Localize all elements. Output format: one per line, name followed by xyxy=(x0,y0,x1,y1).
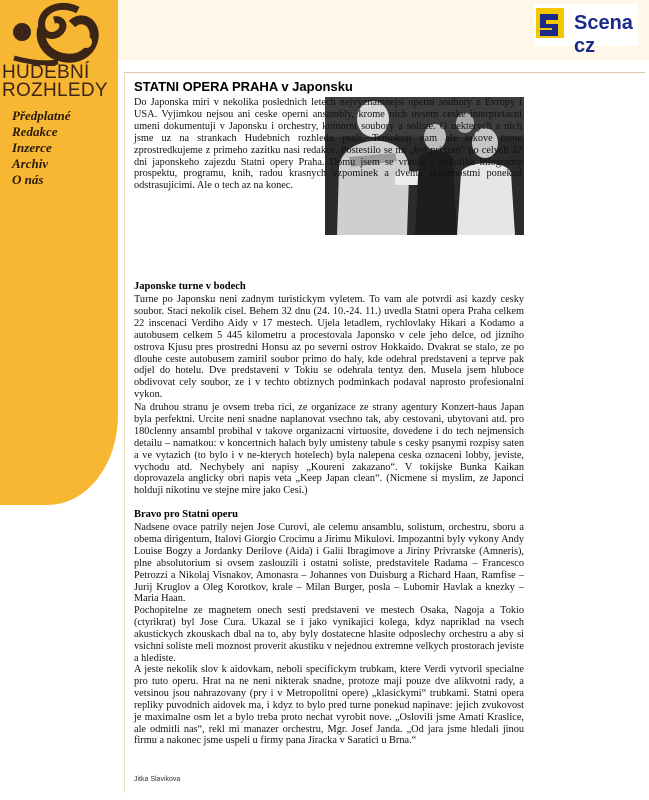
site-logo[interactable] xyxy=(2,64,120,100)
section-heading-1: Japonske turne v bodech xyxy=(134,281,246,292)
section1-paragraph-1: Turne po Japonsku neni zadnym turistickym vyletem. To vam ale potvrdi asi kazdy cesky soubor. Staci nekolik cisel. Behem 32 dnu (24. 10.-24. 11.) uvedla Statni opera Praha celkem 22 inscenaci Verdiho Aidy v 17 mestech. Ujela letadlem, rychlovlaky Hikari a Kodamo a autobusem celkem 5 445 kilometru a procestovala Japonsko v cele jeho delce, od jizniho ostrova Kjusu pres prostredni Honsu az po severni ostrov Hokkaido. Dvakrat se stalo, ze po dlouhe ceste autobusem zamiril soubor primo do haly, kde odehral predstaveni a teprve pak odjel do hotelu. Dve predstaveni v Tokiu se odehrala tentyz den. Musela jsem hluboce obdivovat cely soubor, ze i v techto obtiznych podminkach podaval naprosto profesionalni vykon. xyxy=(134,294,524,401)
article-title: STATNI OPERA PRAHA v Japonsku xyxy=(134,79,353,94)
article-intro-text: Do Japonska miri v nekolika poslednich letech nejvyznamnejsi operni soubory z Evropy i USA. Vyjimkou nejsou ani ceske operni ansambly, krome nich ovsem ceske interpretacni umeni dokumentuji v Japonsku i orchestry, komorni soubory a soliste. O nekterych z nich jsme uz na strankach Hudebnich rozhledu psali. Tentokrat vam ale takove turne zprostredkujeme z primeho zazitku nasi redakce. Postestilo se mi „byt pri tom“ po celych 32 dni japonskeho zajezdu Statni opery Praha. Domu jsem se vratila s nekolika kilogramy prospektu, programu, knih, radou krasnych vzpominek a dvema zkusenostmi ponekud odstrasujicimi. Ale o tech az na konec. xyxy=(134,97,522,192)
nav-item-o-nas[interactable]: O nás xyxy=(12,172,44,187)
section2-paragraph-3: A jeste nekolik slov k aidovkam, neboli specifickym trubkam, ktere Verdi vytvoril specialne pro tuto operu. Hrat na ne neni nikterak snadne, protoze maji pouze dve alikvotni rady, a vetsinou jsou nahrazovany (pry i v Metropolitni opere) „klasickymi“ trubkami. Statni opera repliky puvodnich aidovek ma, i kdyz to bylo pred turne ponekud napinave: jejich zvukovost je maximalne osm let a bylo treba proto nechat vyrobit nove. „Oslovili jsme Amati Kraslice, ale odmitli nas“, rekl mi manazer orchestru, Mgr. Josef Janda. „Od jara jsme hledali jinou firmu a nakonec jsme uspeli u firmy pana Jiracka v Saratici u Brna.“ xyxy=(134,664,524,747)
nav-item-archiv[interactable]: Archiv xyxy=(12,156,49,171)
nav-item-predplatne[interactable]: Předplatné xyxy=(12,108,71,123)
section2-paragraph-2: Pochopitelne ze magnetem onech sesti predstaveni ve mestech Osaka, Nagoja a Tokio (ctyrikrat) byl Jose Cura. Ukazal se i jako vynikajici kolega, kdyz napriklad na vsech akustickych zkouskach dbal na to, aby byly dostatecne hlasite odposlechy orchestru a aby si vsichni soliste meli moznost proverit akustiku v nejednou extremne velkych prostorach jeviste a hlediste. xyxy=(134,605,524,664)
article-author: Jitka Slavikova xyxy=(134,776,181,783)
section1-paragraph-2: Na druhou stranu je ovsem treba rici, ze organizace ze strany agentury Konzert-haus Japan byla perfektni. Urcite neni snadne naplanovat vsechno tak, aby cestovani, ubytovani atd. pro 180clenny ansambl probihal v takove organizacni virtuosite, dovedene i do tech nejmensich detailu – namatkou: v koncertnich halach byly umisteny tabule s cesky psanymi rozpisy saten a ve vytazich (to bylo i v ne-kterych hotelech) byla nalepena ceska oznaceni lobby, jeviste, vychodu atd. Nechybely ani napisy „Koureni zakazano“. V tokijske Bunka Kaikan doprovazela anglicky obri napis veta „Keep Japan clean“. (Nicmene si myslim, ze Japonci holduji nikotinu ve stejne mire jako Cesi.) xyxy=(134,402,524,497)
logo-line-2: ROZHLEDY xyxy=(2,80,108,101)
sidebar-nav xyxy=(12,108,112,188)
nav-item-inzerce[interactable]: Inzerce xyxy=(12,140,52,155)
article-intro xyxy=(134,97,522,267)
partner-logo-text[interactable]: Scena cz xyxy=(574,12,633,57)
section-heading-2: Bravo pro Statni operu xyxy=(134,509,238,520)
nav-item-redakce[interactable]: Redakce xyxy=(12,124,58,139)
treble-clef-icon xyxy=(8,2,104,68)
section2-paragraph-1: Nadsene ovace patrily nejen Jose Curovi, ale celemu ansamblu, solistum, orchestru, sboru a obema dirigentum, Italovi Giorgio Crocimu a Jirimu Mikulovi. Impozantni byly vykony Andy Louise Bogzy a Jordanky Derilove (Aida) i Galii Ibragimove a Jiriny Privratske (Amneris), plne absolutorium si ovsem zaslouzili i ostatni soliste, predstavitele Radama – Francesco Petrozzi a Nikolaj Visnakov, Amonasra – Johannes von Duisburg a Richard Haan, Ramfise – Jurij Kruglov a Oleg Korotkov, krale – Milan Burger, posla – Lubomir Havlak a knezky – Maria Haan. xyxy=(134,522,524,605)
logo-line-1: HUDEBNÍ xyxy=(2,62,90,83)
